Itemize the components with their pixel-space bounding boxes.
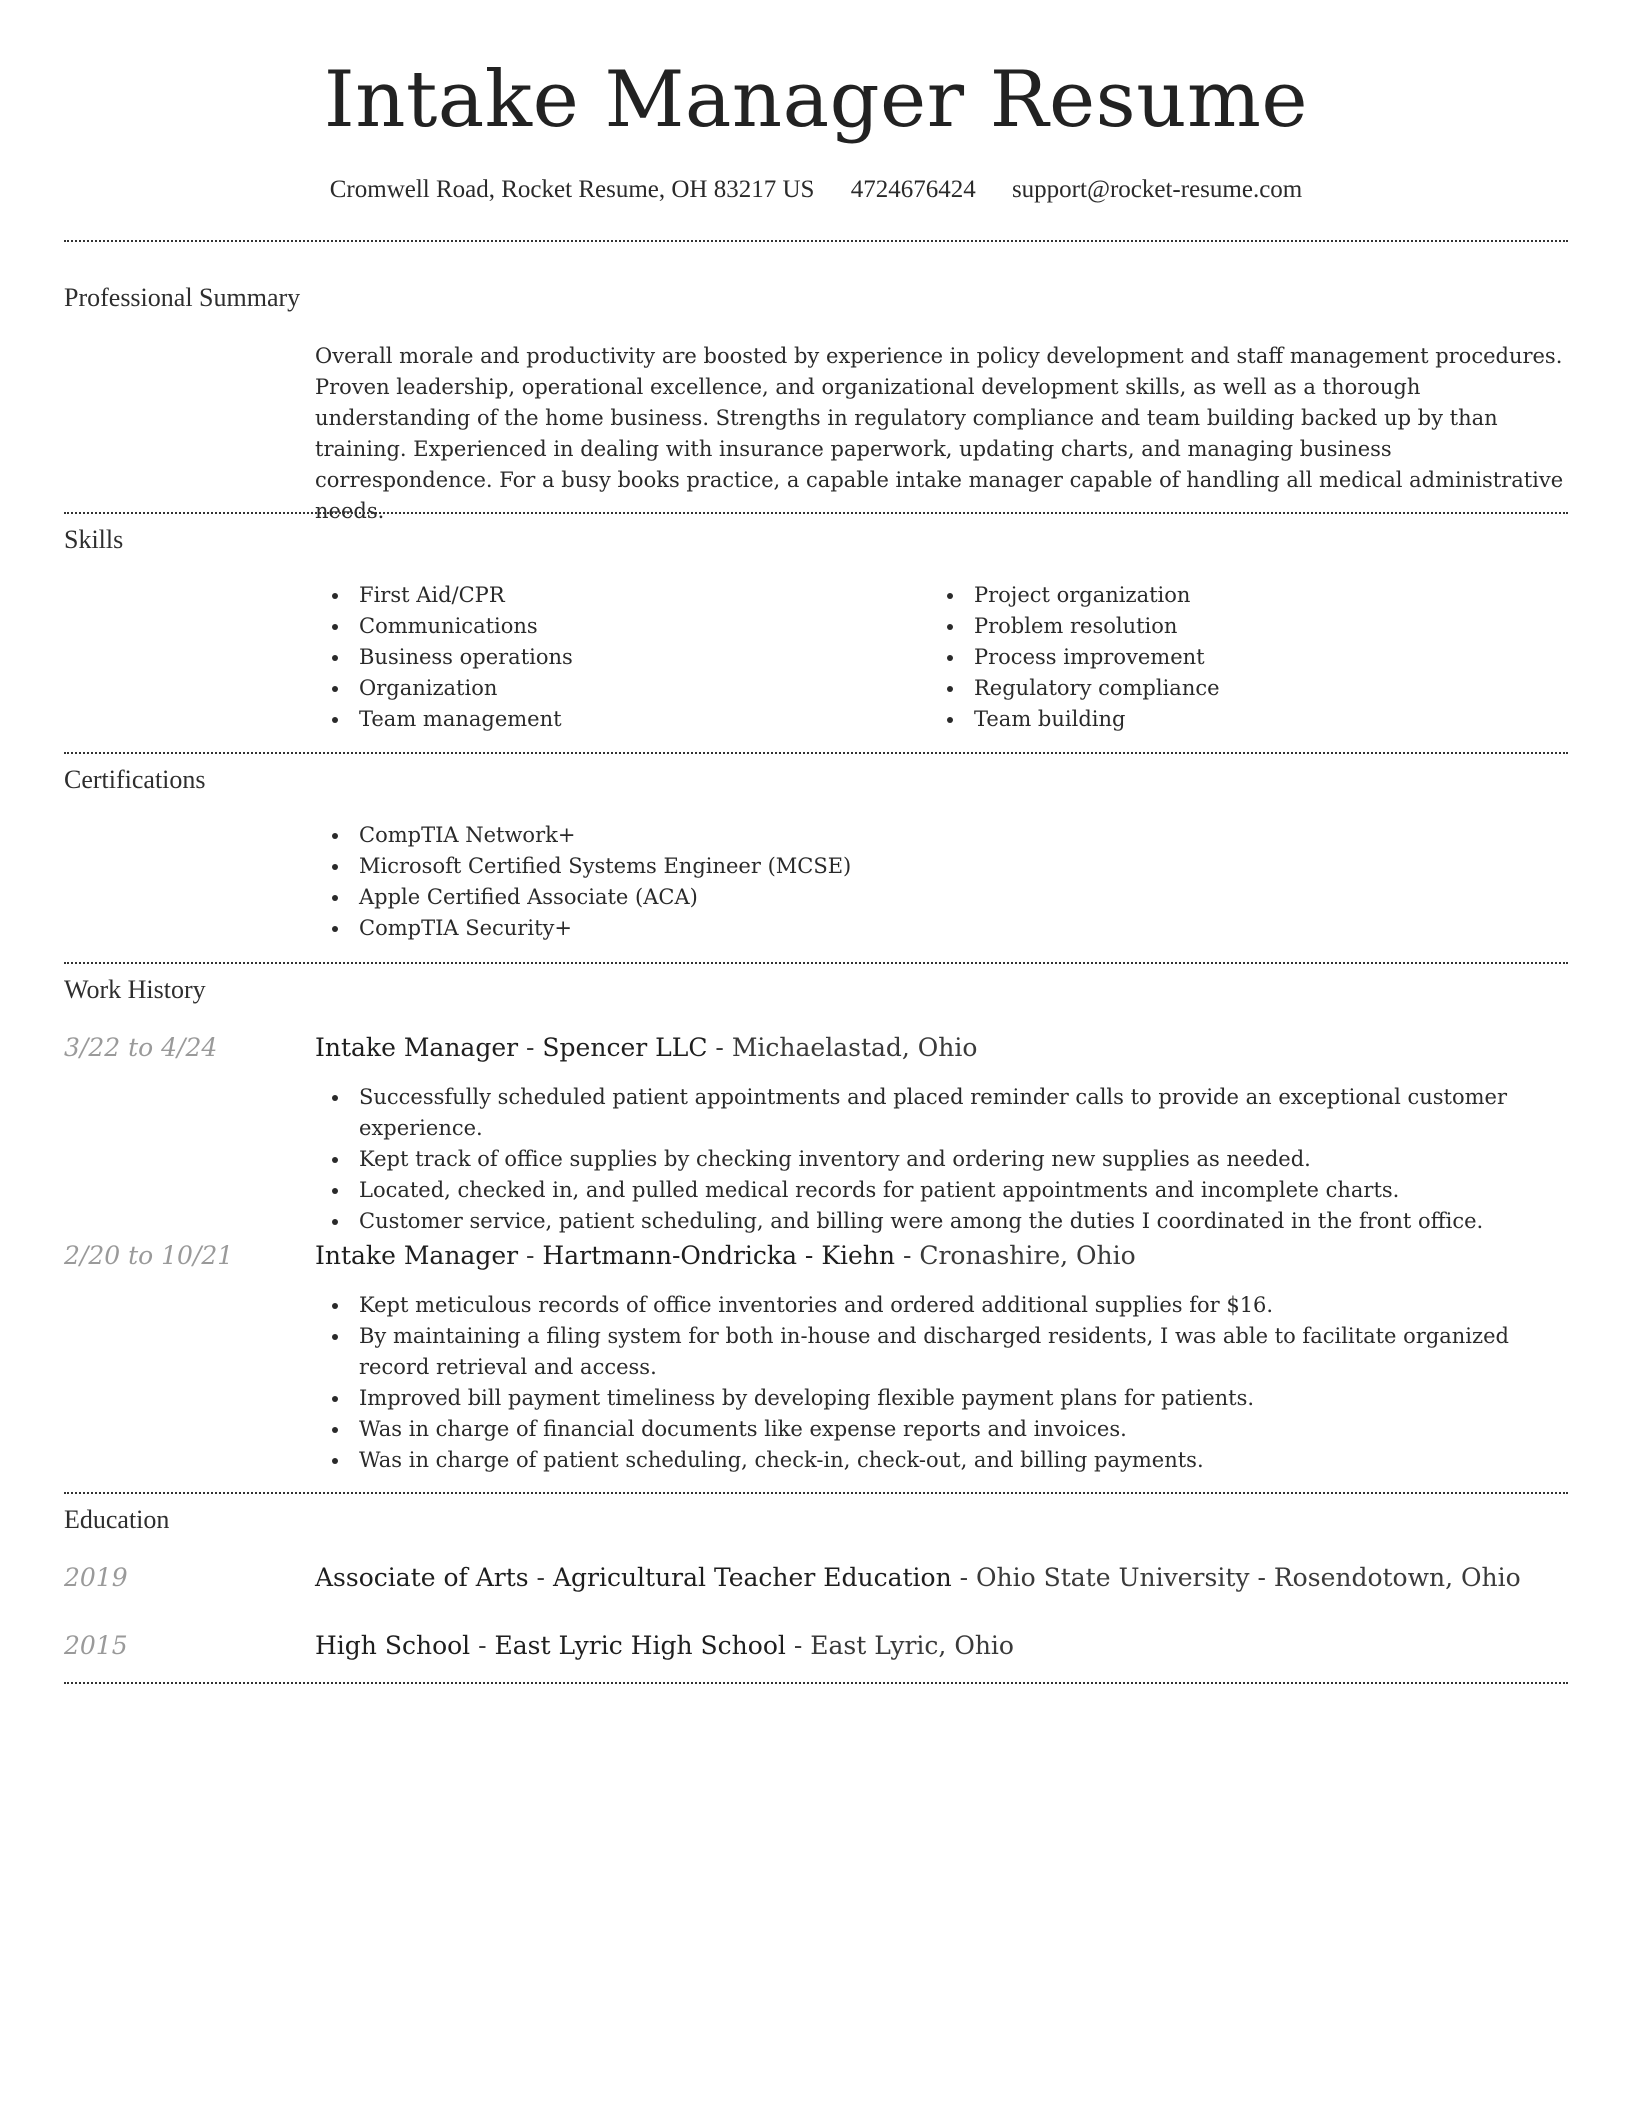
education-year: 2015: [64, 1631, 128, 1660]
education-entry: [315, 1628, 1568, 1664]
divider: [64, 1682, 1568, 1684]
divider: [64, 752, 1568, 754]
job-title: Intake Manager: [315, 1033, 519, 1062]
education-field: Agricultural Teacher Education: [552, 1563, 952, 1592]
skill-item: Process improvement: [930, 642, 1530, 673]
job-duty: Was in charge of patient scheduling, check-in, check-out, and billing payments.: [315, 1445, 1568, 1476]
skill-item: Organization: [315, 673, 915, 704]
certification-item: Apple Certified Associate (ACA): [315, 882, 1568, 913]
job-company: Hartmann-Ondricka - Kiehn: [542, 1241, 895, 1270]
skill-item: Project organization: [930, 580, 1530, 611]
education-location: East Lyric, Ohio: [810, 1631, 1014, 1660]
job-heading: [315, 1030, 1568, 1066]
job-location: Cronashire, Ohio: [919, 1241, 1136, 1270]
skills-list-right: [930, 580, 1530, 735]
skill-item: Regulatory compliance: [930, 673, 1530, 704]
contact-email: support@rocket-resume.com: [1011, 176, 1303, 203]
skill-item: First Aid/CPR: [315, 580, 915, 611]
separator: -: [1249, 1563, 1274, 1592]
education-heading: Education: [64, 1505, 170, 1534]
separator: -: [951, 1563, 977, 1592]
job-title: Intake Manager: [315, 1241, 519, 1270]
skill-item: Team management: [315, 704, 915, 735]
certifications-heading: Certifications: [64, 765, 206, 794]
work-history-heading: Work History: [64, 975, 206, 1004]
separator: -: [895, 1241, 920, 1270]
divider: [64, 1492, 1568, 1494]
job-heading: [315, 1238, 1568, 1274]
job-dates: 2/20 to 10/21: [64, 1241, 234, 1270]
education-entry: [315, 1560, 1568, 1596]
contact-line: [0, 170, 1632, 210]
job-duty: Customer service, patient scheduling, and billing were among the duties I coordinated in the front office.: [315, 1206, 1568, 1237]
job-location: Michaelastad, Ohio: [731, 1033, 978, 1062]
contact-address: Cromwell Road, Rocket Resume, OH 83217 US: [329, 176, 815, 203]
separator: -: [528, 1563, 553, 1592]
separator: -: [518, 1241, 543, 1270]
job-duty: Kept track of office supplies by checking inventory and ordering new supplies as needed.: [315, 1144, 1568, 1175]
job-duty: Successfully scheduled patient appointments and placed reminder calls to provide an exceptional customer experience.: [315, 1082, 1568, 1144]
job-duties-list: [315, 1082, 1568, 1237]
separator: -: [470, 1631, 495, 1660]
skills-heading: Skills: [64, 525, 124, 554]
summary-text: Overall morale and productivity are boosted by experience in policy development and staff management procedures. Proven leadership, operational excellence, and organizational development skills, as well as a thorough understanding of the home business. Strengths in regulatory compliance and team building backed up by than training. Experienced in dealing with insurance paperwork, updating charts, and managing business correspondence. For a busy books practice, a capable intake manager capable of handling all medical administrative needs.: [315, 344, 1564, 523]
contact-phone: 4724676424: [850, 176, 976, 203]
separator: -: [785, 1631, 811, 1660]
divider: [64, 962, 1568, 964]
job-duty: By maintaining a filing system for both in-house and discharged residents, I was able to facilitate organized record retrieval and access.: [315, 1321, 1568, 1383]
education-year: 2019: [64, 1563, 128, 1592]
summary-heading: Professional Summary: [64, 283, 301, 312]
education-school: East Lyric High School: [494, 1631, 786, 1660]
education-school: Ohio State University: [976, 1563, 1250, 1592]
education-location: Rosendotown, Ohio: [1273, 1563, 1521, 1592]
divider: [64, 512, 1568, 514]
resume-title: Intake Manager Resume: [323, 55, 1309, 145]
job-company: Spencer LLC: [542, 1033, 708, 1062]
separator: -: [518, 1033, 543, 1062]
certification-item: Microsoft Certified Systems Engineer (MCSE): [315, 851, 1568, 882]
job-duty: Kept meticulous records of office inventories and ordered additional supplies for $16.: [315, 1290, 1568, 1321]
certification-item: CompTIA Security+: [315, 913, 1568, 944]
job-dates: 3/22 to 4/24: [64, 1033, 218, 1062]
skills-list-left: [315, 580, 915, 735]
separator: -: [707, 1033, 732, 1062]
education-degree: Associate of Arts: [315, 1563, 529, 1592]
job-duties-list: [315, 1290, 1568, 1476]
job-duty: Improved bill payment timeliness by developing flexible payment plans for patients.: [315, 1383, 1568, 1414]
certifications-list: [315, 820, 1568, 944]
education-degree: High School: [315, 1631, 471, 1660]
certification-item: CompTIA Network+: [315, 820, 1568, 851]
skill-item: Problem resolution: [930, 611, 1530, 642]
job-duty: Was in charge of financial documents like expense reports and invoices.: [315, 1414, 1568, 1445]
skill-item: Business operations: [315, 642, 915, 673]
job-duty: Located, checked in, and pulled medical records for patient appointments and incomplete charts.: [315, 1175, 1568, 1206]
skill-item: Team building: [930, 704, 1530, 735]
divider: [64, 240, 1568, 242]
skill-item: Communications: [315, 611, 915, 642]
